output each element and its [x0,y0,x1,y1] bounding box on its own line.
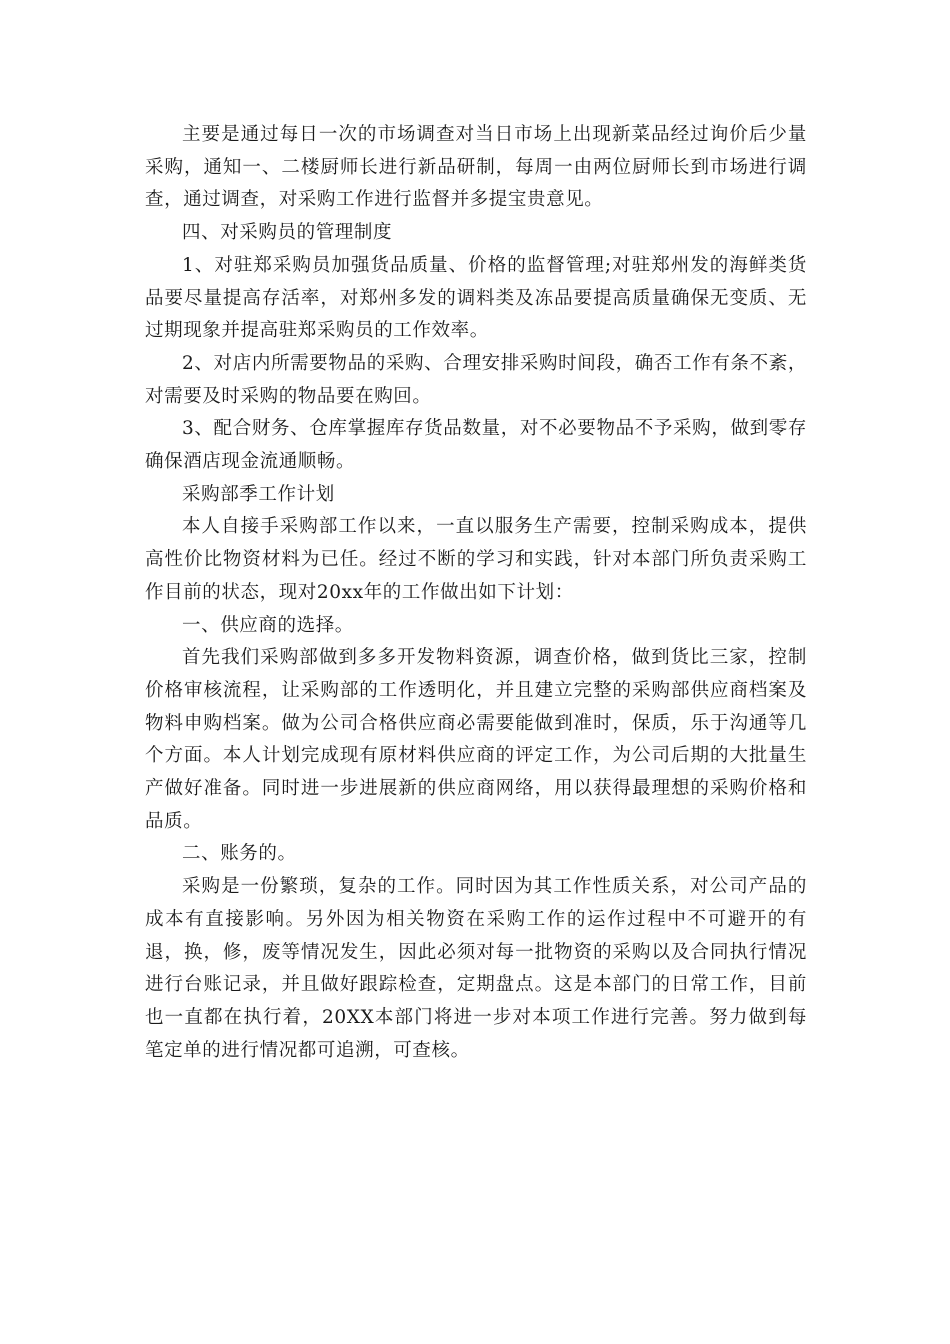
paragraph-item-3: 3、配合财务、仓库掌握库存货品数量，对不必要物品不予采购，做到零存确保酒店现金流通顺畅。 [145,418,807,473]
heading-accounts: 二、账务的。 [182,843,297,865]
document-body [145,119,807,1067]
heading-quarterly-plan: 采购部季工作计划 [182,483,335,505]
paragraph-item-1: 1、对驻郑采购员加强货品质量、价格的监督管理;对驻郑州发的海鲜类货品要尽量提高存活率，对郑州多发的调料类及冻品要提高质量确保无变质、无过期现象并提高驻郑采购员的工作效率。 [145,254,807,342]
paragraph-accounts: 采购是一份繁琐，复杂的工作。同时因为其工作性质关系，对公司产品的成本有直接影响。另外因为相关物资在采购工作的运作过程中不可避开的有退，换，修，废等情况发生，因此必须对每一批物资的采购以及合同执行情况进行台账记录，并且做好跟踪检查，定期盘点。这是本部门的日常工作，目前也一直都在执行着，20XX本部门将进一步对本项工作进行完善。努力做到每笔定单的进行情况都可追溯，可查核。 [145,876,807,1061]
paragraph-item-2: 2、对店内所需要物品的采购、合理安排采购时间段，确否工作有条不紊，对需要及时采购的物品要在购回。 [145,352,807,407]
paragraph-supplier-selection: 首先我们采购部做到多多开发物料资源，调查价格，做到货比三家，控制价格审核流程，让采购部的工作透明化，并且建立完整的采购部供应商档案及物料申购档案。做为公司合格供应商必需要能做到准时，保质，乐于沟通等几个方面。本人计划完成现有原材料供应商的评定工作，为公司后期的大批量生产做好准备。同时进一步进展新的供应商网络，用以获得最理想的采购价格和品质。 [145,647,807,832]
heading-supplier-selection: 一、供应商的选择。 [182,614,354,636]
paragraph-plan-intro: 本人自接手采购部工作以来，一直以服务生产需要，控制采购成本，提供高性价比物资材料为已任。经过不断的学习和实践，针对本部门所负责采购工作目前的状态，现对20xx年的工作做出如下计划： [145,516,807,603]
heading-buyer-management: 四、对采购员的管理制度 [182,222,393,244]
paragraph-market-survey: 主要是通过每日一次的市场调查对当日市场上出现新菜品经过询价后少量采购，通知一、二楼厨师长进行新品研制，每周一由两位厨师长到市场进行调查，通过调查，对采购工作进行监督并多提宝贵意见。 [145,124,807,211]
